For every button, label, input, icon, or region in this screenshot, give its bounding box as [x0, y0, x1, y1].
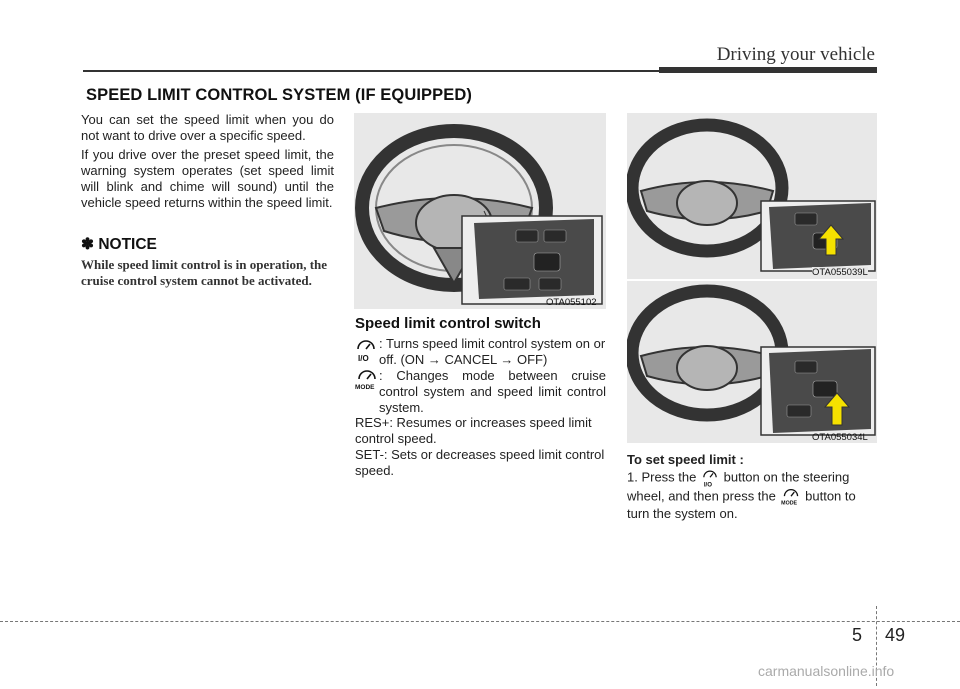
switch-def-res: RES+: Resumes or increases speed limit control speed. [355, 415, 592, 446]
speed-limit-mode-icon [355, 369, 379, 396]
steering-wheel-illustration [354, 113, 606, 309]
steering-wheel-res-illustration [627, 113, 877, 279]
switch-section-title: Speed limit control switch [355, 315, 541, 332]
steering-wheel-set-illustration [627, 281, 877, 443]
notice-heading [81, 235, 157, 254]
set-step-1-text-a: 1. Press the [627, 469, 697, 485]
figure-steering-wheel-switch [354, 113, 606, 309]
switch-def-set: SET-: Sets or decreases speed limit control speed. [355, 447, 605, 478]
watermark: carmanualsonline.info [758, 663, 895, 679]
header-rule-accent [659, 67, 877, 73]
page-header-title: Driving your vehicle [716, 44, 875, 65]
header-rule [83, 70, 661, 72]
intro-paragraph-2: If you drive over the preset speed limit, the warning system operates (set speed limit will blink and chime will sound) until the vehicle speed returns within the speed limit. [81, 147, 334, 210]
svg-text:I/O: I/O [703, 481, 713, 488]
set-step-1-text-b: button on the steering wheel, and then press the [627, 469, 850, 504]
page-number: 49 [885, 625, 906, 645]
speed-limit-io-icon [700, 468, 720, 488]
set-step-1 [627, 468, 879, 522]
speed-limit-mode-icon [780, 488, 802, 506]
switch-def-mode: : Changes mode between cruise control system and speed limit control system. [379, 368, 606, 415]
svg-text:MODE: MODE [780, 500, 797, 506]
set-step-1-text-c: button to turn the system on. [627, 488, 856, 521]
footer-rule [0, 621, 960, 622]
intro-paragraph-1: You can set the speed limit when you do not want to drive over a specific speed. [81, 112, 334, 143]
io-icon-text: I/O [358, 354, 369, 363]
section-title: SPEED LIMIT CONTROL SYSTEM (IF EQUIPPED) [86, 86, 472, 104]
figure-1-label: OTA055102 [546, 297, 597, 308]
notice-body: While speed limit control is in operation, the cruise control system cannot be activated. [81, 257, 328, 288]
switch-def-io: : Turns speed limit control system on or off. (ON → CANCEL → OFF) [379, 336, 606, 367]
notice-star-icon: ✽ [81, 236, 94, 253]
figure-steering-wheel-res [627, 113, 877, 279]
figure-3-label: OTA055034L [812, 432, 868, 443]
notice-title: NOTICE [98, 236, 157, 253]
mode-icon-text: MODE [355, 384, 375, 391]
speed-limit-io-icon [355, 337, 377, 368]
figure-steering-wheel-set [627, 281, 877, 443]
set-section-title: To set speed limit : [627, 452, 744, 467]
figure-2-label: OTA055039L [812, 267, 868, 278]
chapter-number: 5 [852, 625, 863, 645]
